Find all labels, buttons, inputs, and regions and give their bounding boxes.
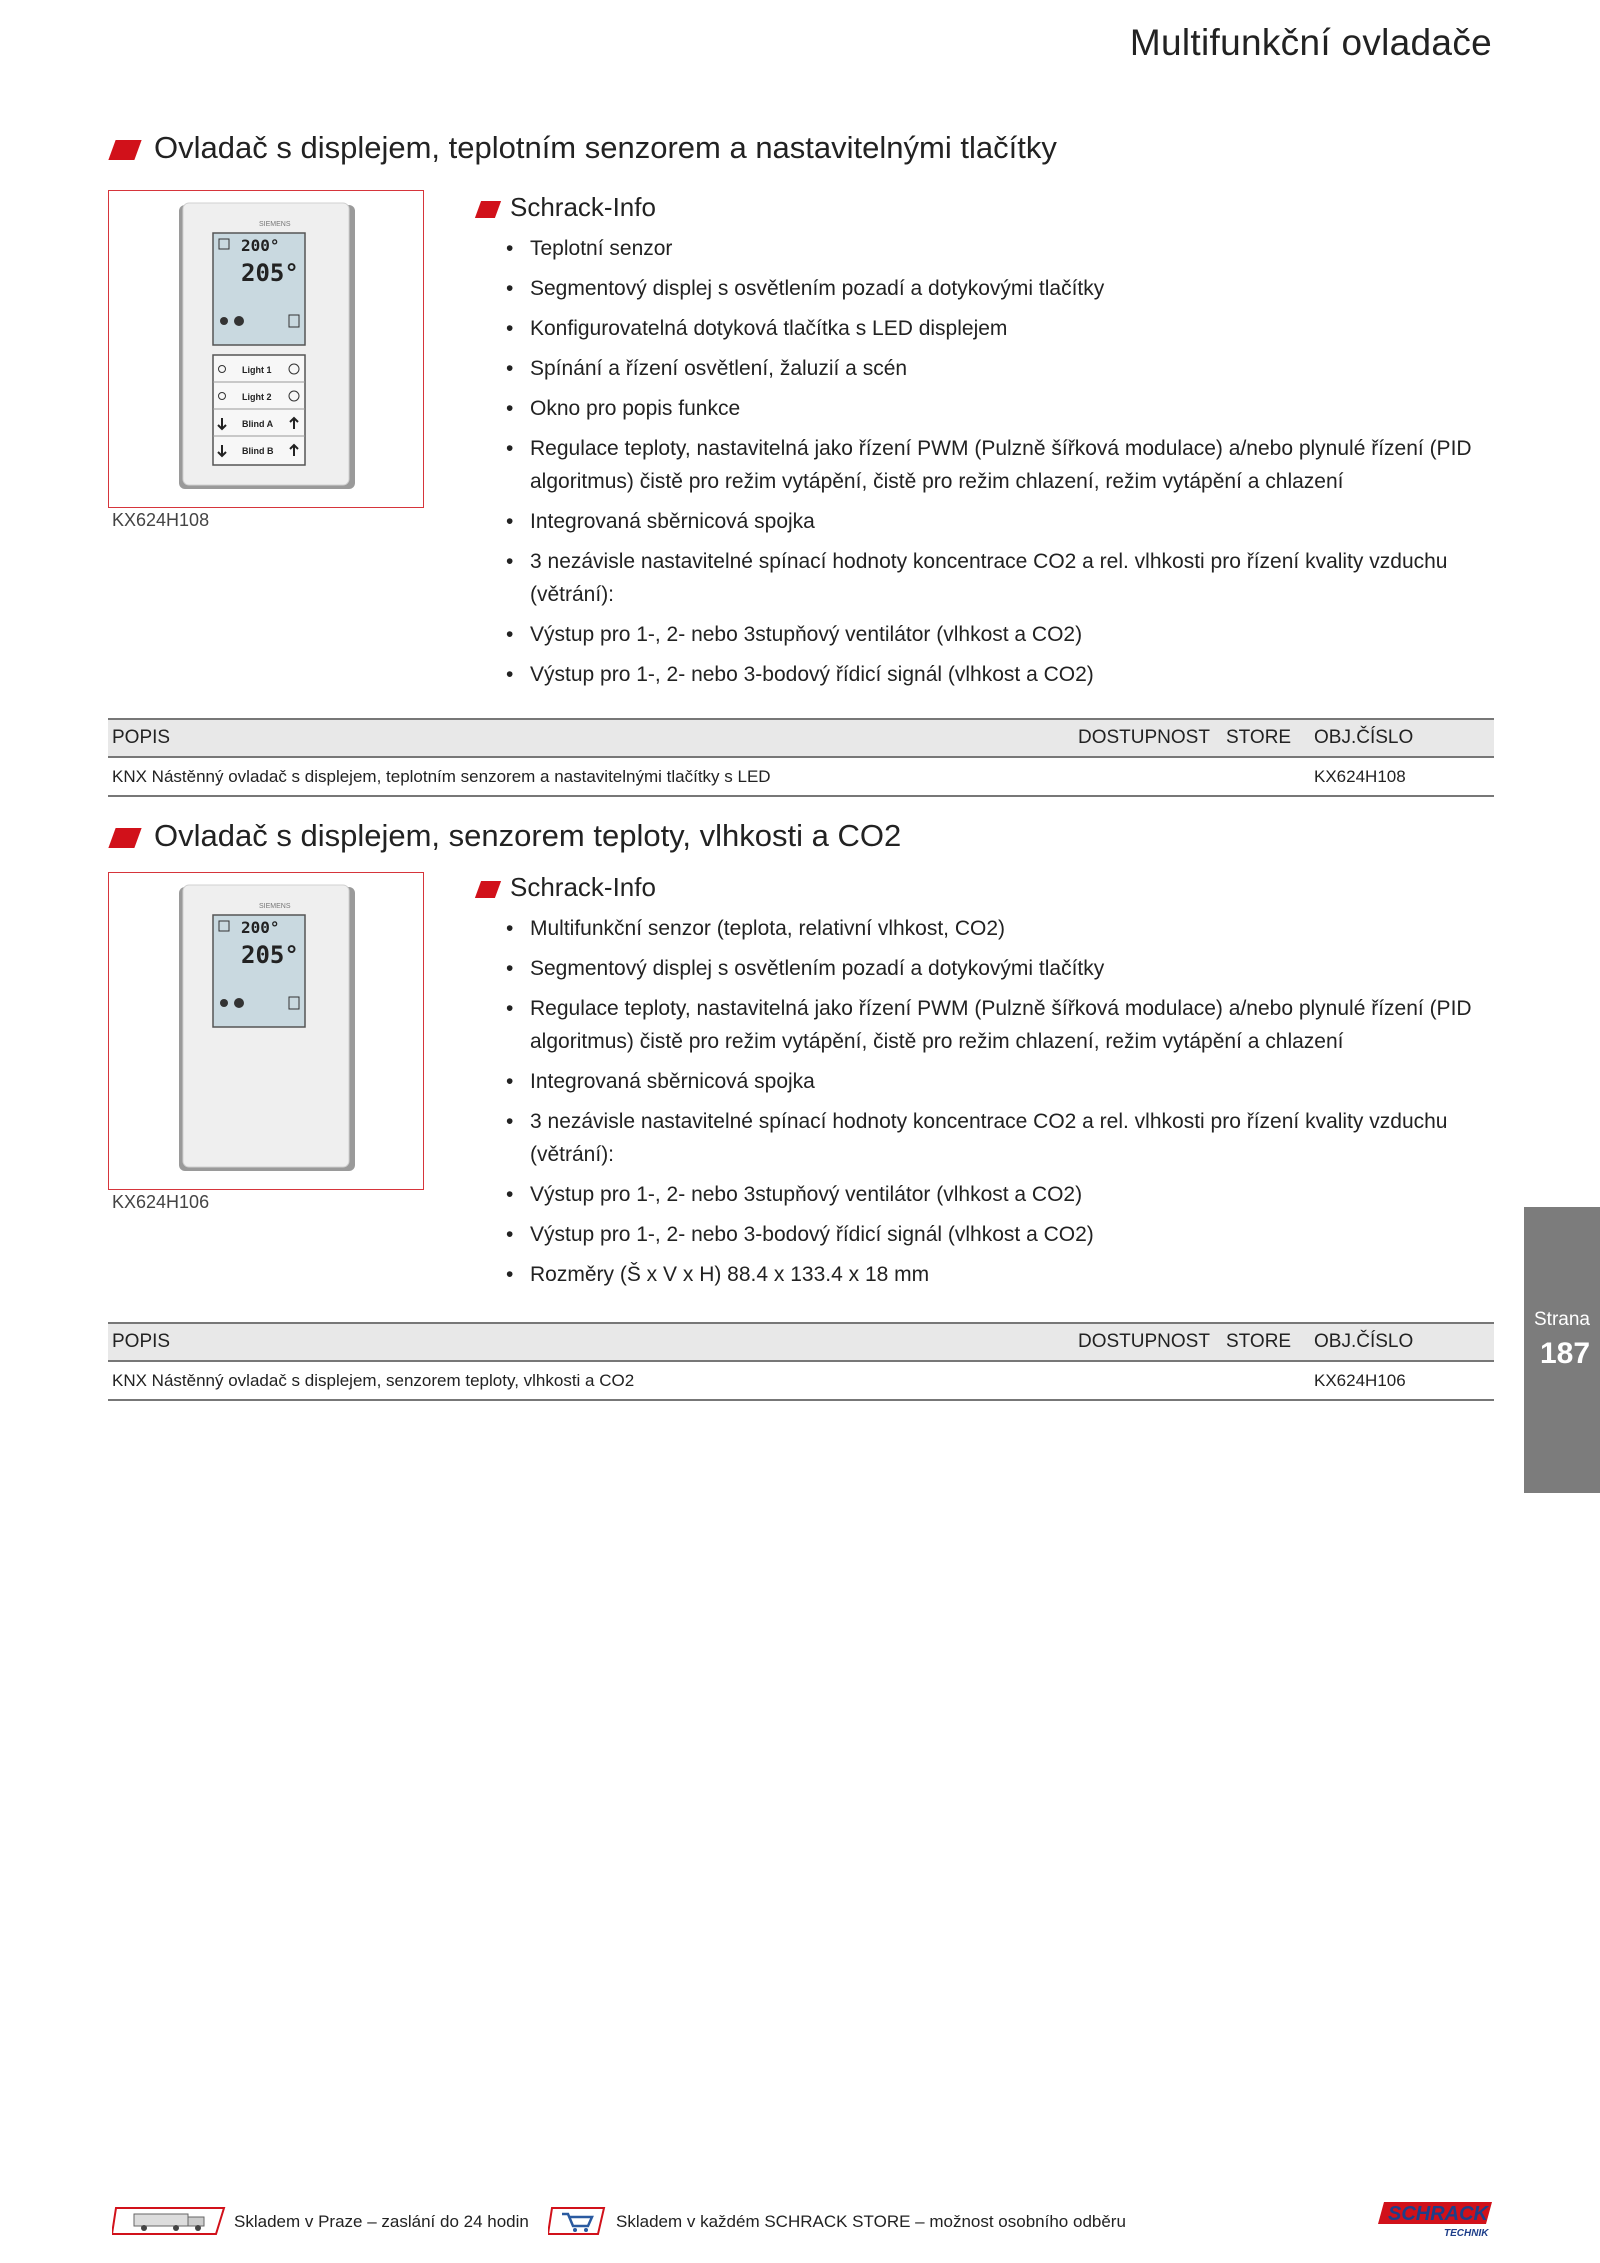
col-header-store: STORE bbox=[1222, 1323, 1310, 1361]
device-button-1: Light 1 bbox=[242, 365, 272, 375]
info-title: Schrack-Info bbox=[510, 192, 656, 222]
feature-item: • Okno pro popis funkce bbox=[506, 392, 1500, 425]
feature-item: • 3 nezávisle nastavitelné spínací hodnoty koncentrace CO2 a rel. vlhkosti pro řízení kvality vzduchu (větrání): bbox=[506, 545, 1500, 611]
shopping-cart-icon bbox=[548, 2204, 606, 2238]
col-header-store: STORE bbox=[1222, 719, 1310, 757]
feature-item: • 3 nezávisle nastavitelné spínací hodnoty koncentrace CO2 a rel. vlhkosti pro řízení kvality vzduchu (větrání): bbox=[506, 1105, 1500, 1171]
product-section-2 bbox=[108, 818, 1494, 1418]
product-section-1 bbox=[108, 130, 1494, 810]
cell-dostupnost bbox=[1074, 1361, 1222, 1400]
logo-text: SCHRACK bbox=[1388, 2203, 1488, 2225]
device-brand: SIEMENS bbox=[259, 903, 291, 910]
device-button-4: Blind B bbox=[242, 446, 274, 456]
info-header bbox=[470, 872, 1500, 912]
schrack-info bbox=[470, 872, 1500, 1298]
feature-item: • Multifunkční senzor (teplota, relativní vlhkost, CO2) bbox=[506, 912, 1500, 945]
product-table bbox=[108, 718, 1494, 797]
product-table bbox=[108, 1322, 1494, 1401]
cell-popis: KNX Nástěnný ovladač s displejem, teplotním senzorem a nastavitelnými tlačítky s LED bbox=[108, 757, 1074, 796]
thermostat-device-image bbox=[109, 873, 422, 1188]
table-header-row bbox=[108, 719, 1494, 757]
product-image-frame bbox=[108, 872, 424, 1190]
device-brand: SIEMENS bbox=[259, 221, 291, 228]
info-title: Schrack-Info bbox=[510, 872, 656, 902]
feature-item: • Výstup pro 1-, 2- nebo 3stupňový ventilátor (vlhkost a CO2) bbox=[506, 618, 1500, 651]
col-header-popis: POPIS bbox=[108, 1323, 1074, 1361]
footer-stock-prague: Skladem v Praze – zaslání do 24 hodin bbox=[234, 2212, 529, 2231]
feature-item: • Regulace teploty, nastavitelná jako řízení PWM (Pulzně šířková modulace) a/nebo plynulé řízení (PID algoritmus) čistě pro režim vytápění, čistě pro režim chlazení, režim vytápění a chlazení bbox=[506, 992, 1500, 1058]
feature-list bbox=[470, 912, 1500, 1291]
feature-item: • Výstup pro 1-, 2- nebo 3-bodový řídicí signál (vlhkost a CO2) bbox=[506, 1218, 1500, 1251]
cell-popis: KNX Nástěnný ovladač s displejem, senzorem teploty, vlhkosti a CO2 bbox=[108, 1361, 1074, 1400]
cell-store bbox=[1222, 757, 1310, 796]
product-image-code: KX624H106 bbox=[112, 1192, 210, 1212]
device-button-3: Blind A bbox=[242, 419, 274, 429]
page-side-tab bbox=[1524, 1207, 1600, 1493]
feature-item: • Integrovaná sběrnicová spojka bbox=[506, 1065, 1500, 1098]
col-header-dostupnost: DOSTUPNOST bbox=[1074, 719, 1222, 757]
feature-item: • Segmentový displej s osvětlením pozadí a dotykovými tlačítky bbox=[506, 952, 1500, 985]
red-marker-icon bbox=[475, 201, 501, 218]
feature-item: • Výstup pro 1-, 2- nebo 3-bodový řídicí signál (vlhkost a CO2) bbox=[506, 658, 1500, 691]
feature-item: • Výstup pro 1-, 2- nebo 3stupňový ventilátor (vlhkost a CO2) bbox=[506, 1178, 1500, 1211]
section-title: Ovladač s displejem, teplotním senzorem a nastavitelnými tlačítky bbox=[154, 130, 1057, 165]
device-button-2: Light 2 bbox=[242, 392, 272, 402]
device-set-temp: 200° bbox=[241, 918, 280, 937]
cell-obj: KX624H106 bbox=[1310, 1361, 1494, 1400]
feature-item: • Teplotní senzor bbox=[506, 232, 1500, 265]
table-row bbox=[108, 1361, 1494, 1400]
logo-subtext: TECHNIK bbox=[1444, 2228, 1489, 2239]
footer bbox=[108, 2200, 1494, 2244]
info-header bbox=[470, 192, 1500, 232]
device-current-temp: 205° bbox=[241, 259, 299, 287]
feature-item: • Segmentový displej s osvětlením pozadí a dotykovými tlačítky bbox=[506, 272, 1500, 305]
feature-list bbox=[470, 232, 1500, 691]
schrack-info bbox=[470, 192, 1500, 698]
col-header-obj: OBJ.ČÍSLO bbox=[1310, 719, 1494, 757]
table-row bbox=[108, 757, 1494, 796]
red-marker-icon bbox=[108, 828, 141, 848]
cell-obj: KX624H108 bbox=[1310, 757, 1494, 796]
red-marker-icon bbox=[108, 140, 141, 160]
product-image-frame bbox=[108, 190, 424, 508]
product-image-code: KX624H108 bbox=[112, 510, 210, 530]
col-header-dostupnost: DOSTUPNOST bbox=[1074, 1323, 1222, 1361]
feature-item: • Spínání a řízení osvětlení, žaluzií a scén bbox=[506, 352, 1500, 385]
feature-item: • Integrovaná sběrnicová spojka bbox=[506, 505, 1500, 538]
page-number: 187 bbox=[1540, 1337, 1591, 1370]
cell-store bbox=[1222, 1361, 1310, 1400]
feature-item: • Konfigurovatelná dotyková tlačítka s LED displejem bbox=[506, 312, 1500, 345]
page-label: Strana bbox=[1534, 1309, 1590, 1330]
truck-icon bbox=[112, 2204, 228, 2238]
col-header-obj: OBJ.ČÍSLO bbox=[1310, 1323, 1494, 1361]
feature-item: • Regulace teploty, nastavitelná jako řízení PWM (Pulzně šířková modulace) a/nebo plynulé řízení (PID algoritmus) čistě pro režim vytápění, čistě pro režim chlazení, režim vytápění a chlazení bbox=[506, 432, 1500, 498]
section-header bbox=[108, 818, 1494, 868]
table-header-row bbox=[108, 1323, 1494, 1361]
device-set-temp: 200° bbox=[241, 236, 280, 255]
red-marker-icon bbox=[475, 881, 501, 898]
section-title: Ovladač s displejem, senzorem teploty, vlhkosti a CO2 bbox=[154, 818, 902, 853]
section-header bbox=[108, 130, 1494, 180]
feature-item: • Rozměry (Š x V x H) 88.4 x 133.4 x 18 mm bbox=[506, 1258, 1500, 1291]
device-current-temp: 205° bbox=[241, 941, 299, 969]
schrack-logo bbox=[1366, 2200, 1494, 2242]
col-header-popis: POPIS bbox=[108, 719, 1074, 757]
footer-stock-store: Skladem v každém SCHRACK STORE – možnost osobního odběru bbox=[616, 2212, 1126, 2231]
thermostat-device-image bbox=[109, 191, 422, 506]
cell-dostupnost bbox=[1074, 757, 1222, 796]
page-title: Multifunkční ovladače bbox=[1129, 22, 1492, 63]
